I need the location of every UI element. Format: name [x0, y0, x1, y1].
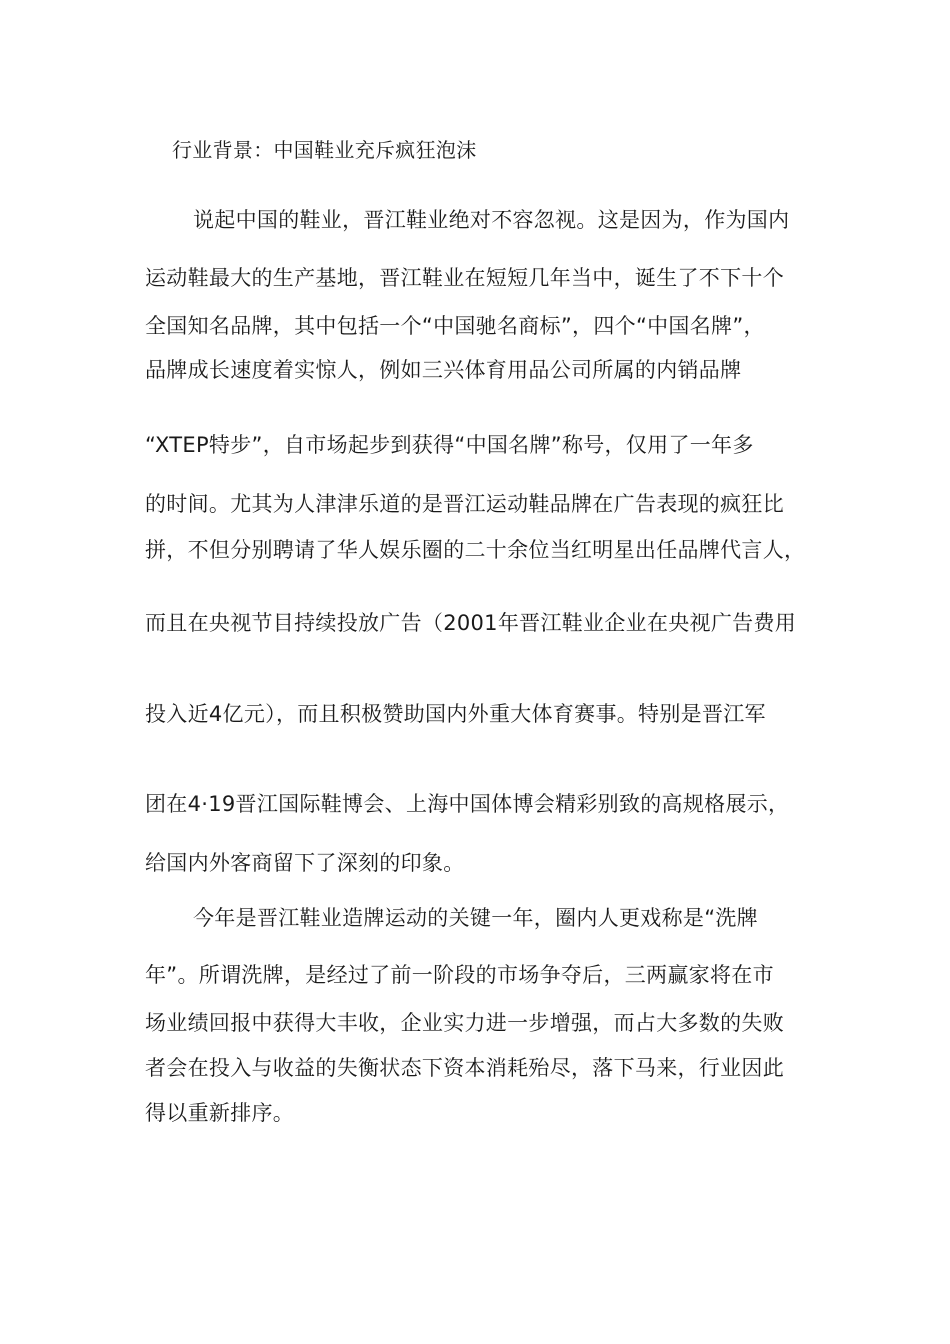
paragraph-1-line-9: 投入近4亿元），而且积极赞助国内外重大体育赛事。特别是晋江军 — [145, 702, 766, 726]
paragraph-1-line-10: 团在4·19晋江国际鞋博会、上海中国体博会精彩别致的高规格展示， — [145, 792, 790, 816]
paragraph-2-line-5: 得以重新排序。 — [145, 1101, 295, 1125]
paragraph-1-line-11: 给国内外客商留下了深刻的印象。 — [145, 851, 465, 875]
paragraph-2-line-2: 年”。所谓洗牌，是经过了前一阶段的市场争夺后，三两赢家将在市 — [145, 963, 774, 987]
document-heading: 行业背景：中国鞋业充斥疯狂泡沫 — [172, 138, 477, 162]
paragraph-2-line-1: 今年是晋江鞋业造牌运动的关键一年，圈内人更戏称是“洗牌 — [193, 906, 758, 930]
paragraph-1-line-1: 说起中国的鞋业，晋江鞋业绝对不容忽视。这是因为，作为国内 — [193, 208, 790, 232]
paragraph-1-line-7: 拼，不但分别聘请了华人娱乐圈的二十余位当红明星出任品牌代言人， — [145, 538, 806, 562]
paragraph-2-line-3: 场业绩回报中获得大丰收，企业实力进一步增强，而占大多数的失败 — [145, 1011, 784, 1035]
paragraph-1-line-4: 品牌成长速度着实惊人，例如三兴体育用品公司所属的内销品牌 — [145, 358, 742, 382]
paragraph-1-line-6: 的时间。尤其为人津津乐道的是晋江运动鞋品牌在广告表现的疯狂比 — [145, 492, 784, 516]
paragraph-2-line-4: 者会在投入与收益的失衡状态下资本消耗殆尽，落下马来，行业因此 — [145, 1056, 784, 1080]
paragraph-1-line-5: “XTEP特步”，自市场起步到获得“中国名牌”称号，仅用了一年多 — [145, 433, 754, 457]
paragraph-1-line-8: 而且在央视节目持续投放广告（2001年晋江鞋业企业在央视广告费用 — [145, 611, 797, 635]
paragraph-1-line-2: 运动鞋最大的生产基地，晋江鞋业在短短几年当中，诞生了不下十个 — [145, 266, 784, 290]
paragraph-1-line-3: 全国知名品牌，其中包括一个“中国驰名商标”，四个“中国名牌”， — [145, 314, 765, 338]
